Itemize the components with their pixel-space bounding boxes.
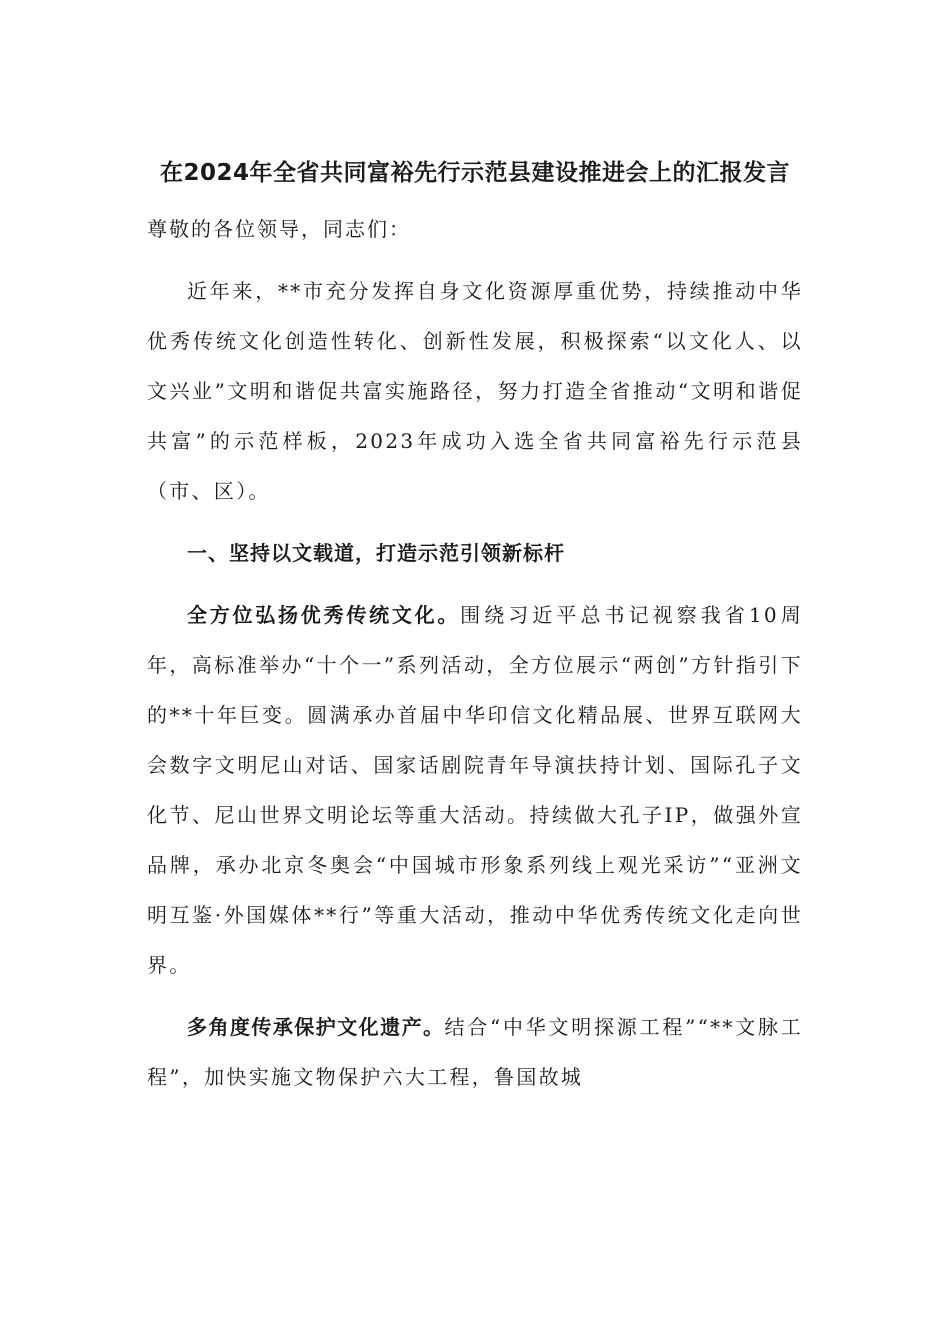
paragraph-heritage-protection <box>147 1002 803 1102</box>
paragraph-text-culture-promotion: 围绕习近平总书记视察我省10周年，高标准举办“十个一”系列活动，全方位展示“两创”方针指引下的**十年巨变。圆满承办首届中华印信文化精品展、世界互联网大会数字文明尼山对话、国家话剧院青年导演扶持计划、国际孔子文化节、尼山世界文明论坛等重大活动。持续做大孔子IP，做强外宣品牌，承办北京冬奥会“中国城市形象系列线上观光采访”“亚洲文明互鉴·外国媒体**行”等重大活动，推动中华优秀传统文化走向世界。 <box>147 603 804 977</box>
paragraph-lead-culture-promotion: 全方位弘扬优秀传统文化。 <box>187 603 461 627</box>
paragraph-lead-heritage-protection: 多角度传承保护文化遗产。 <box>187 1015 445 1039</box>
document-body <box>147 150 803 1114</box>
salutation: 尊敬的各位领导，同志们： <box>147 217 411 241</box>
paragraph-culture-promotion <box>147 590 803 990</box>
paragraph-text-heritage-protection: 结合“中华文明探源工程”“**文脉工程”，加快实施文物保护六大工程，鲁国故城 <box>147 1015 804 1089</box>
intro-paragraph: 近年来，**市充分发挥自身文化资源厚重优势，持续推动中华优秀传统文化创造性转化、创新性发展，积极探索“以文化人、以文兴业”文明和谐促共富实施路径，努力打造全省推动“文明和谐促共富”的示范样板，2023年成功入选全省共同富裕先行示范县（市、区）。 <box>147 279 803 503</box>
section-heading-1: 一、坚持以文载道，打造示范引领新标杆 <box>187 541 565 565</box>
document-title: 在2024年全省共同富裕先行示范县建设推进会上的汇报发言 <box>159 160 790 186</box>
